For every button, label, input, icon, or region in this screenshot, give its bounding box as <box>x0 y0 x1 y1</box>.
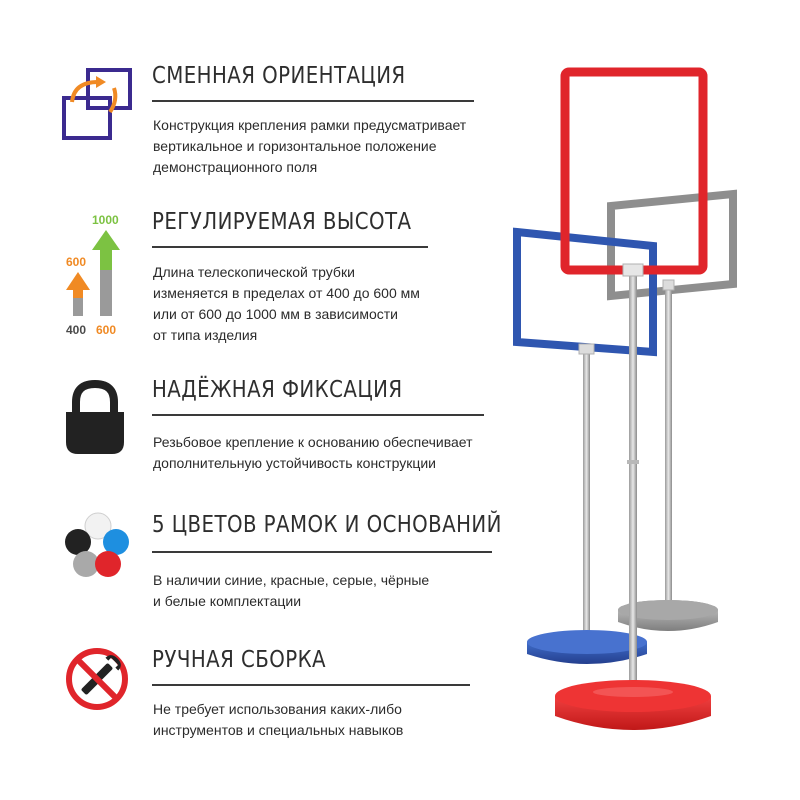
feature-title: РЕГУЛИРУЕМАЯ ВЫСОТА <box>152 209 412 235</box>
frame-stands-illustration <box>505 60 795 750</box>
height-arrows-icon <box>60 208 130 338</box>
feature-title: СМЕННАЯ ОРИЕНТАЦИЯ <box>152 63 406 89</box>
divider <box>152 551 492 553</box>
description-line: вертикальное и горизонтальное положение <box>153 138 437 154</box>
feature-description <box>153 432 473 474</box>
description-line: демонстрационного поля <box>153 159 318 175</box>
divider <box>152 246 428 248</box>
description-line: Длина телескопической трубки <box>153 264 355 280</box>
divider <box>152 414 484 416</box>
feature-title: 5 ЦВЕТОВ РАМОК И ОСНОВАНИЙ <box>152 512 502 538</box>
description-line: В наличии синие, красные, серые, чёрные <box>153 572 430 588</box>
description-line: от типа изделия <box>153 327 258 343</box>
color-circles-icon <box>62 512 132 580</box>
description-line: Резьбовое крепление к основанию обеспечивает <box>153 434 473 450</box>
divider <box>152 684 470 686</box>
description-line: и белые комплектации <box>153 593 302 609</box>
feature-description <box>153 262 420 346</box>
feature-description <box>153 570 429 612</box>
feature-title: НАДЁЖНАЯ ФИКСАЦИЯ <box>152 377 403 403</box>
feature-title: РУЧНАЯ СБОРКА <box>152 647 327 673</box>
height-label-top: 1000 <box>92 213 119 227</box>
padlock-icon <box>62 378 128 458</box>
height-label-right-bottom: 600 <box>96 323 117 337</box>
height-label-left-bottom: 400 <box>66 323 87 337</box>
description-line: инструментов и специальных навыков <box>153 722 404 738</box>
feature-description <box>153 115 466 178</box>
description-line: Не требует использования каких-либо <box>153 701 402 717</box>
divider <box>152 100 474 102</box>
description-line: Конструкция крепления рамки предусматривает <box>153 117 467 133</box>
description-line: или от 600 до 1000 мм в зависимости <box>153 306 398 322</box>
no-tools-icon <box>64 646 130 712</box>
height-label-mid: 600 <box>66 255 87 269</box>
description-line: изменяется в пределах от 400 до 600 мм <box>153 285 420 301</box>
feature-description <box>153 699 403 741</box>
description-line: дополнительную устойчивость конструкции <box>153 455 437 471</box>
rotate-orientation-icon <box>58 64 138 144</box>
